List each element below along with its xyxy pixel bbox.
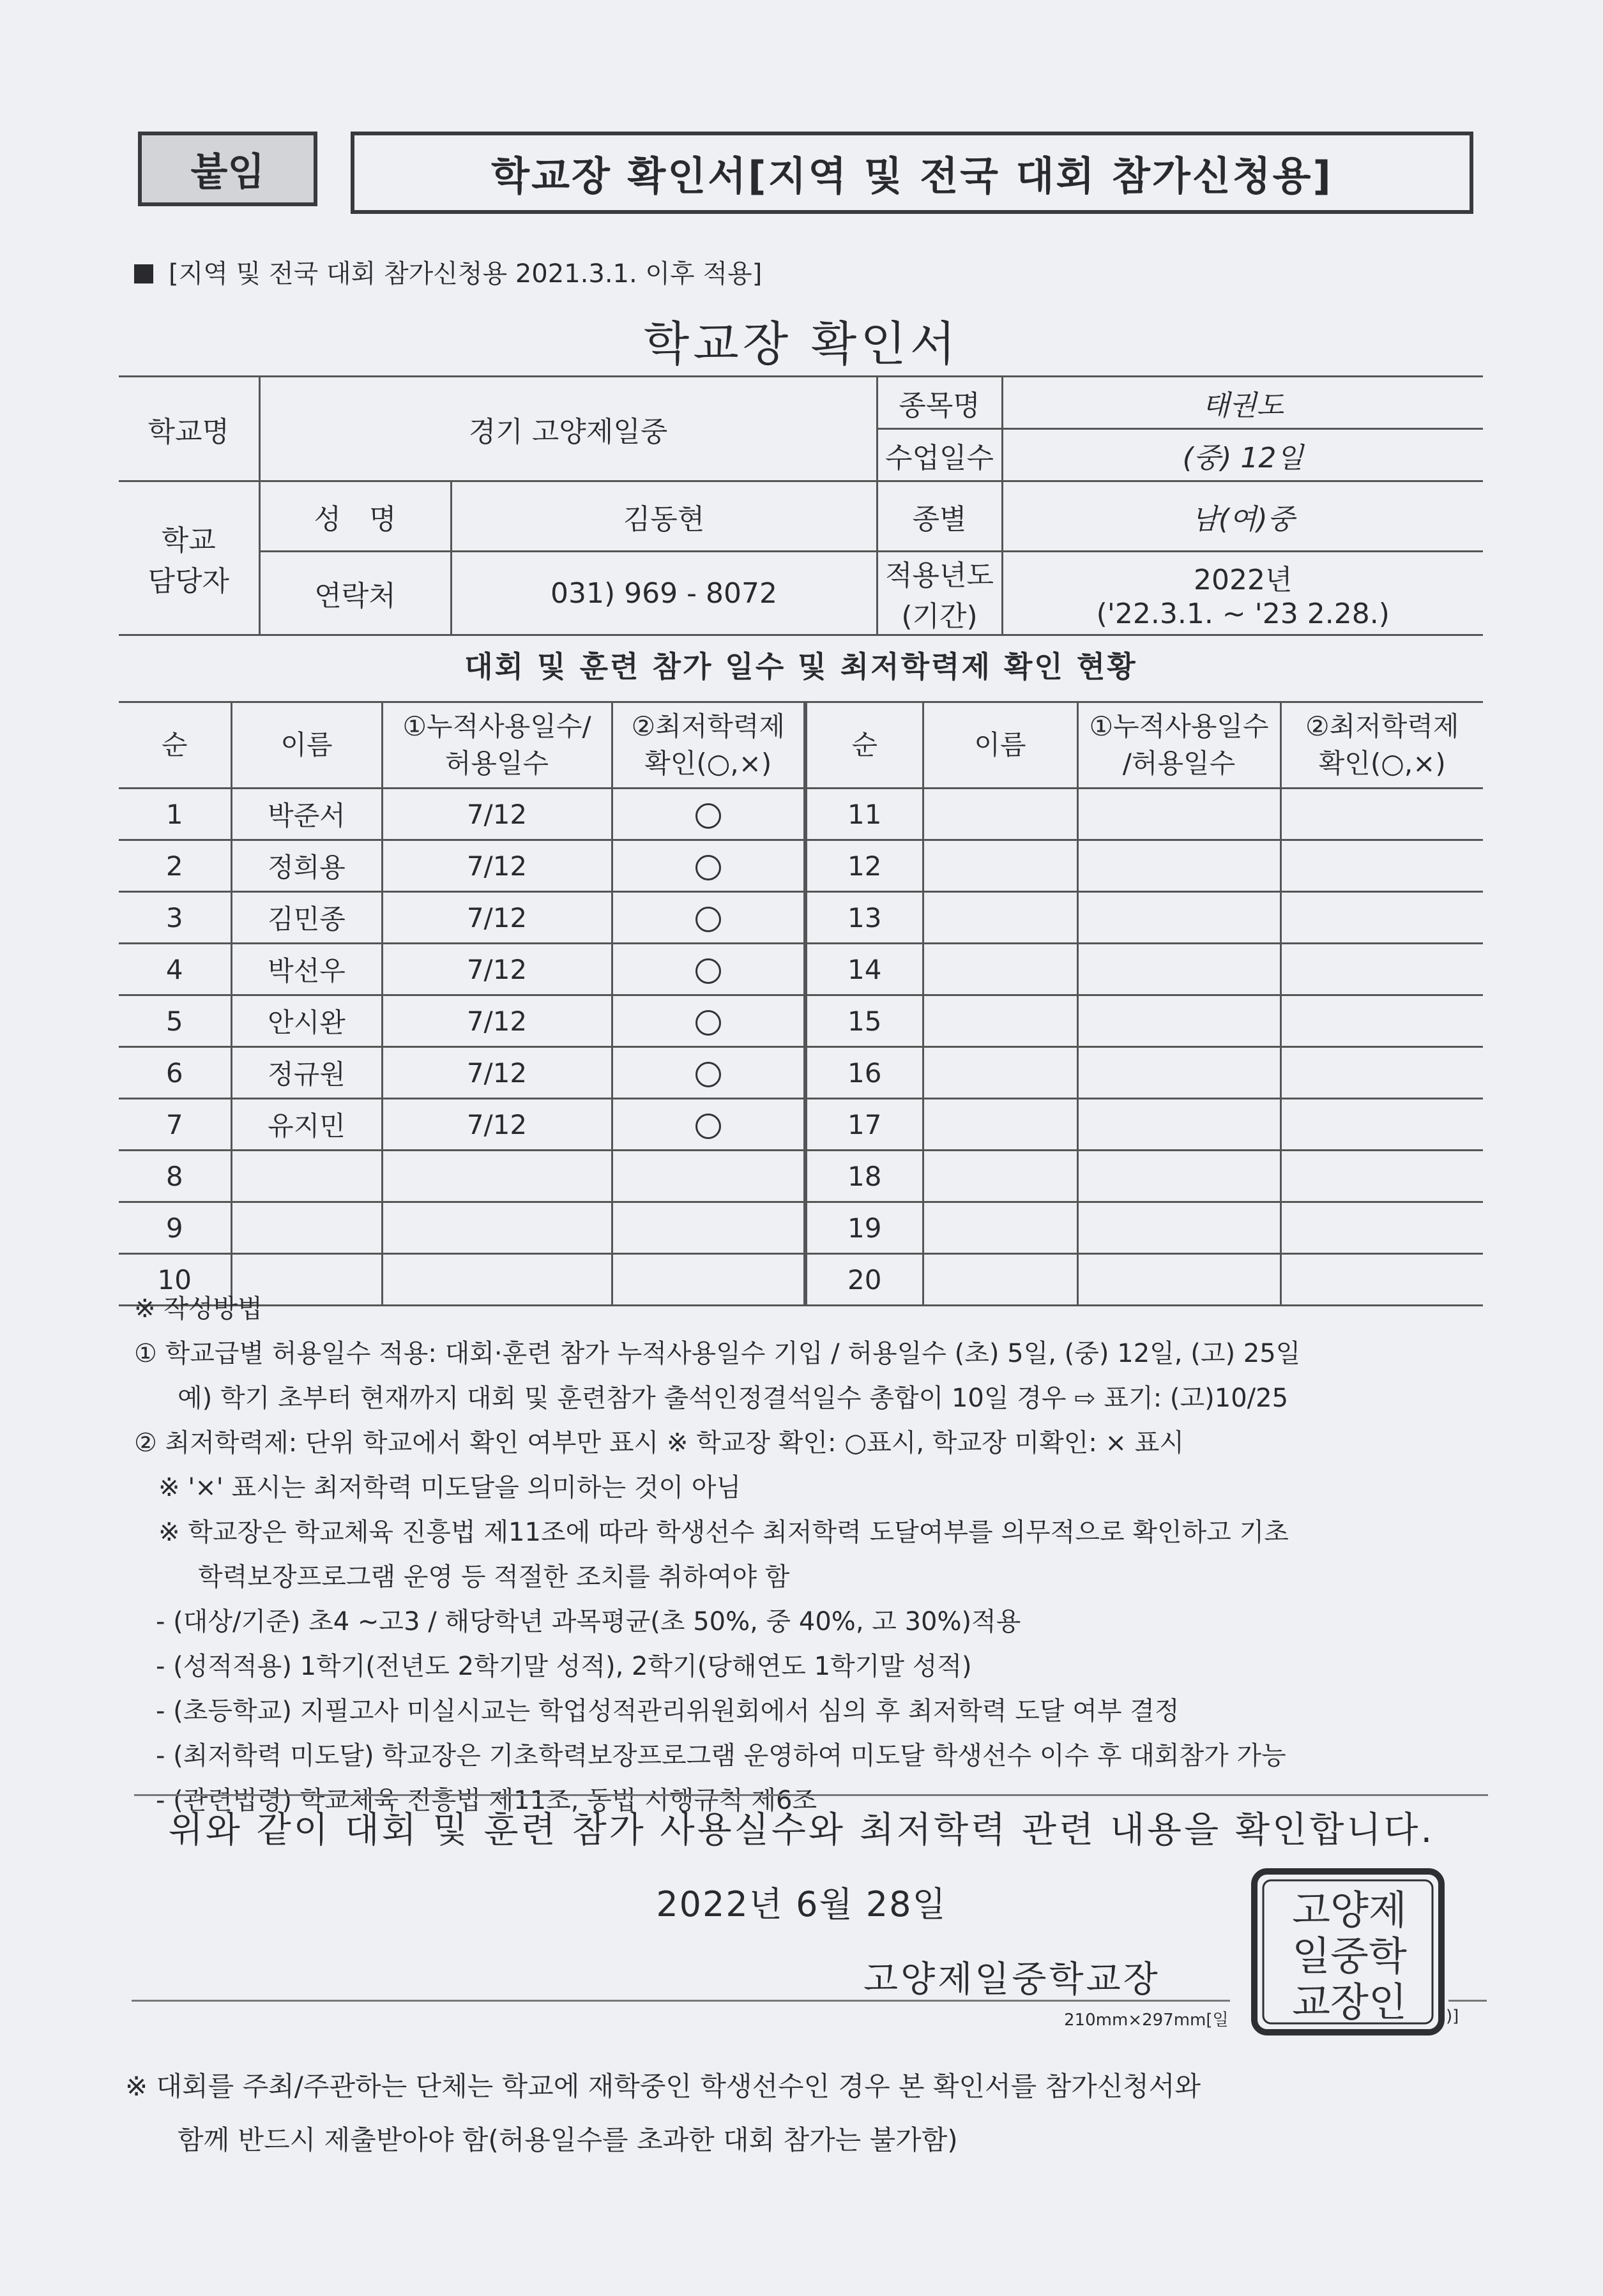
row-no-right: 18 xyxy=(805,1151,923,1202)
row-name: 정규원 xyxy=(231,1047,382,1099)
participants-table xyxy=(119,701,1483,1306)
guide-line: 학력보장프로그램 운영 등 적절한 조치를 취하여야 함 xyxy=(198,1562,790,1592)
row-no-right: 19 xyxy=(805,1202,923,1254)
row-no-right: 17 xyxy=(805,1099,923,1151)
circle-mark-icon xyxy=(695,958,721,984)
guide-title: ※ 작성방법 xyxy=(134,1294,262,1324)
col-header-min-right xyxy=(1280,702,1483,789)
contact-label: 연락처 xyxy=(259,552,451,635)
writing-guide xyxy=(134,1287,1488,1823)
circle-mark-icon xyxy=(695,1114,721,1139)
row-name-right xyxy=(923,1151,1077,1202)
row-no: 3 xyxy=(119,892,231,944)
row-no: 9 xyxy=(119,1202,231,1254)
seal-line-2: 일중학 xyxy=(1292,1933,1407,1979)
row-days-right xyxy=(1077,1151,1280,1202)
paper-size-note: 210mm×297mm[일 xyxy=(1064,2011,1229,2030)
table-row xyxy=(119,1202,1483,1254)
col-header-min xyxy=(612,702,805,789)
row-min-confirm xyxy=(612,1047,805,1099)
row-min-confirm xyxy=(612,1099,805,1151)
category-label: 종별 xyxy=(877,481,1002,552)
page-title: 학교장 확인서 xyxy=(643,317,960,372)
row-name xyxy=(231,1202,382,1254)
circle-mark-icon xyxy=(695,907,721,932)
row-no: 5 xyxy=(119,995,231,1047)
manager-label xyxy=(119,481,259,635)
row-no: 6 xyxy=(119,1047,231,1099)
row-name-right xyxy=(923,944,1077,995)
apply-period: ('22.3.1. ~ '23 2.28.) xyxy=(1096,597,1390,630)
row-name: 정희용 xyxy=(231,840,382,892)
row-name: 안시완 xyxy=(231,995,382,1047)
circle-mark-icon xyxy=(695,803,721,829)
event-value: 태권도 xyxy=(1002,377,1483,429)
row-days xyxy=(382,1151,612,1202)
footnote xyxy=(125,2060,1492,2167)
seal-line-3: 교장인 xyxy=(1292,1979,1407,2025)
row-days-right xyxy=(1077,892,1280,944)
col-header-days-line1: ①누적사용일수/ xyxy=(402,711,591,742)
guide-line: - (관련법령) 학교체육 진흥법 제11조, 동법 시행규칙 제6조 xyxy=(156,1786,817,1815)
row-days: 7/12 xyxy=(382,944,612,995)
col-header-min-right-line1: ②최저학력제 xyxy=(1305,711,1459,742)
attachment-label: 붙임 xyxy=(138,132,317,206)
row-no-right: 12 xyxy=(805,840,923,892)
row-name: 김민종 xyxy=(231,892,382,944)
row-days-right xyxy=(1077,840,1280,892)
subtitle-text: [지역 및 전국 대회 참가신청용 2021.3.1. 이후 적용] xyxy=(169,259,763,289)
paper-size-end: )] xyxy=(1446,2007,1459,2026)
school-label: 학교명 xyxy=(119,377,259,481)
footnote-line2: 함께 반드시 제출받아야 함(허용일수를 초과한 대회 참가는 불가함) xyxy=(178,2124,958,2156)
table-row xyxy=(119,789,1483,840)
circle-mark-icon xyxy=(695,1010,721,1036)
row-no-right: 13 xyxy=(805,892,923,944)
row-min-confirm-right xyxy=(1280,892,1483,944)
name-label: 성 명 xyxy=(259,481,451,552)
row-min-confirm-right xyxy=(1280,840,1483,892)
row-no: 8 xyxy=(119,1151,231,1202)
row-name: 유지민 xyxy=(231,1099,382,1151)
footnote-line1: ※ 대회를 주최/주관하는 단체는 학교에 재학중인 학생선수인 경우 본 확인서를 참가신청서와 xyxy=(125,2071,1201,2102)
guide-line: ① 학교급별 허용일수 적용: 대회·훈련 참가 누적사용일수 기입 / 허용일수 (초) 5일, (중) 12일, (고) 25일 xyxy=(134,1339,1301,1368)
apply-year-label-line2: (기간) xyxy=(901,600,978,633)
table-row xyxy=(119,1099,1483,1151)
table-row xyxy=(119,1151,1483,1202)
row-days-right xyxy=(1077,944,1280,995)
info-table xyxy=(119,375,1483,636)
class-days-label: 수업일수 xyxy=(877,429,1002,481)
row-min-confirm-right xyxy=(1280,995,1483,1047)
row-min-confirm xyxy=(612,789,805,840)
col-header-days xyxy=(382,702,612,789)
participants-body xyxy=(119,789,1483,1306)
row-min-confirm-right xyxy=(1280,1099,1483,1151)
row-no: 7 xyxy=(119,1099,231,1151)
row-days: 7/12 xyxy=(382,892,612,944)
row-min-confirm-right xyxy=(1280,1047,1483,1099)
row-no: 4 xyxy=(119,944,231,995)
row-no: 2 xyxy=(119,840,231,892)
row-name xyxy=(231,1151,382,1202)
table-row xyxy=(119,995,1483,1047)
category-value: 남(여)중 xyxy=(1002,481,1483,552)
apply-year: 2022년 xyxy=(1194,563,1293,596)
form-title: 학교장 확인서[지역 및 전국 대회 참가신청용] xyxy=(351,132,1473,214)
row-days: 7/12 xyxy=(382,1099,612,1151)
status-section-title: 대회 및 훈련 참가 일수 및 최저학력제 확인 현황 xyxy=(464,649,1137,684)
official-seal-stamp xyxy=(1250,1868,1445,2036)
issue-date: 2022년 6월 28일 xyxy=(656,1884,947,1924)
seal-line-1: 고양제 xyxy=(1292,1887,1407,1933)
circle-mark-icon xyxy=(695,1062,721,1087)
confirmation-statement: 위와 같이 대회 및 훈련 참가 사용실수와 최저학력 관련 내용을 확인합니다. xyxy=(168,1809,1435,1851)
row-no-right: 16 xyxy=(805,1047,923,1099)
col-header-days-right xyxy=(1077,702,1280,789)
circle-mark-icon xyxy=(695,855,721,880)
row-min-confirm xyxy=(612,944,805,995)
row-no-right: 15 xyxy=(805,995,923,1047)
row-days: 7/12 xyxy=(382,840,612,892)
subtitle-line xyxy=(134,253,762,290)
row-days-right xyxy=(1077,789,1280,840)
col-header-days-line2: 허용일수 xyxy=(444,748,549,779)
row-min-confirm xyxy=(612,892,805,944)
table-row xyxy=(119,1047,1483,1099)
row-min-confirm-right xyxy=(1280,944,1483,995)
guide-line: ② 최저학력제: 단위 학교에서 확인 여부만 표시 ※ 학교장 확인: ○표시, 학교장 미확인: × 표시 xyxy=(134,1428,1185,1458)
school-value: 경기 고양제일중 xyxy=(259,377,877,481)
row-name: 박준서 xyxy=(231,789,382,840)
row-name: 박선우 xyxy=(231,944,382,995)
apply-year-label xyxy=(877,552,1002,635)
row-days-right xyxy=(1077,995,1280,1047)
row-min-confirm-right xyxy=(1280,789,1483,840)
divider-line xyxy=(134,1794,1488,1796)
guide-line: ※ '×' 표시는 최저학력 미도달을 의미하는 것이 아님 xyxy=(158,1473,741,1502)
row-min-confirm xyxy=(612,1202,805,1254)
row-name-right xyxy=(923,1202,1077,1254)
divider-line-bottom-end xyxy=(1448,2000,1487,2002)
row-no-right: 20 xyxy=(805,1254,923,1306)
guide-line: - (성적적용) 1학기(전년도 2학기말 성적), 2학기(당해연도 1학기말 성적) xyxy=(156,1652,972,1681)
table-row xyxy=(119,944,1483,995)
guide-line: - (최저학력 미도달) 학교장은 기초학력보장프로그램 운영하여 미도달 학생선수 이수 후 대회참가 가능 xyxy=(156,1741,1286,1771)
row-name-right xyxy=(923,892,1077,944)
row-days-right xyxy=(1077,1202,1280,1254)
class-days-value: (중) 12일 xyxy=(1002,429,1483,481)
square-bullet-icon xyxy=(134,264,153,283)
row-days-right xyxy=(1077,1047,1280,1099)
row-min-confirm xyxy=(612,840,805,892)
row-days: 7/12 xyxy=(382,995,612,1047)
col-header-name: 이름 xyxy=(231,702,382,789)
row-no: 1 xyxy=(119,789,231,840)
col-header-days-right-line1: ①누적사용일수 xyxy=(1089,711,1269,742)
contact-value: 031) 969 - 8072 xyxy=(451,552,877,635)
col-header-min-line1: ②최저학력제 xyxy=(631,711,785,742)
divider-line-bottom xyxy=(132,2000,1230,2002)
event-label: 종목명 xyxy=(877,377,1002,429)
guide-line: - (초등학교) 지필고사 미실시교는 학업성적관리위원회에서 심의 후 최저학력 도달 여부 결정 xyxy=(156,1696,1180,1726)
table-row xyxy=(119,892,1483,944)
row-min-confirm-right xyxy=(1280,1151,1483,1202)
col-header-no: 순 xyxy=(119,702,231,789)
col-header-days-right-line2: /허용일수 xyxy=(1122,748,1236,779)
col-header-min-line2: 확인(○,×) xyxy=(644,748,772,779)
table-row xyxy=(119,840,1483,892)
manager-label-line2: 담당자 xyxy=(148,565,229,598)
row-name-right xyxy=(923,1047,1077,1099)
guide-line: - (대상/기준) 초4 ~고3 / 해당학년 과목평균(초 50%, 중 40%, 고 30%)적용 xyxy=(156,1607,1021,1636)
row-days: 7/12 xyxy=(382,1047,612,1099)
name-value: 김동현 xyxy=(451,481,877,552)
apply-year-label-line1: 적용년도 xyxy=(885,559,994,592)
row-name-right xyxy=(923,1099,1077,1151)
row-name-right xyxy=(923,840,1077,892)
row-name-right xyxy=(923,995,1077,1047)
row-days-right xyxy=(1077,1099,1280,1151)
row-no-right: 11 xyxy=(805,789,923,840)
row-days xyxy=(382,1202,612,1254)
guide-line: 예) 학기 초부터 현재까지 대회 및 훈련참가 출석인정결석일수 총합이 10일 경우 ⇨ 표기: (고)10/25 xyxy=(178,1384,1289,1413)
col-header-no-right: 순 xyxy=(805,702,923,789)
row-min-confirm xyxy=(612,995,805,1047)
guide-line: ※ 학교장은 학교체육 진흥법 제11조에 따라 학생선수 최저학력 도달여부를 의무적으로 확인하고 기초 xyxy=(158,1518,1289,1547)
row-days: 7/12 xyxy=(382,789,612,840)
row-min-confirm-right xyxy=(1280,1202,1483,1254)
apply-year-value xyxy=(1002,552,1483,635)
col-header-min-right-line2: 확인(○,×) xyxy=(1318,748,1446,779)
row-min-confirm xyxy=(612,1151,805,1202)
row-no: 10 xyxy=(119,1254,231,1306)
col-header-name-right: 이름 xyxy=(923,702,1077,789)
row-no-right: 14 xyxy=(805,944,923,995)
row-name-right xyxy=(923,789,1077,840)
manager-label-line1: 학교 xyxy=(161,524,216,557)
school-principal-signature: 고양제일중학교장 xyxy=(863,1959,1160,2000)
